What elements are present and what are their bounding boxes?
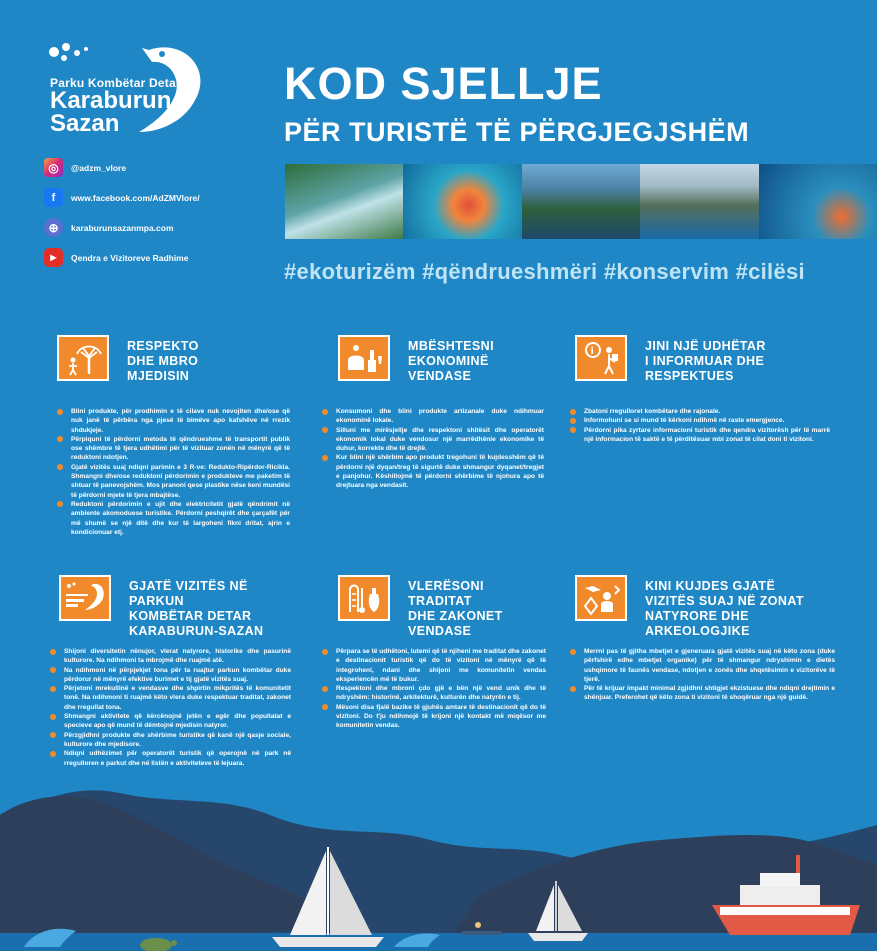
- section-title-line: DHE MBRO: [127, 354, 199, 368]
- list-item: Përzgjidhni produkte dhe shërbime turistike që kanë një qasje sociale, kulturore dhe mjedisore.: [50, 731, 291, 750]
- section-title-line: KARABURUN-SAZAN: [129, 624, 264, 638]
- section-title-line: VIZITËS SUAJ NË ZONAT: [645, 594, 804, 608]
- section-list: [570, 647, 835, 703]
- bay-photo: [522, 164, 640, 239]
- section-title-line: KOMBËTAR DETAR: [129, 609, 252, 623]
- section-title-line: MJEDISIN: [127, 369, 190, 383]
- page-subtitle: PËR TURISTË TË PËRGJEGJSHËM: [284, 117, 750, 147]
- list-item: Përdorni pika zyrtare informacioni turistik dhe qendra vizitorësh për të marrë një informacion të saktë e të përditësuar mbi zonat të cilat doni ti vizitoni.: [570, 426, 830, 445]
- park-logo: [44, 40, 214, 140]
- tree-person-icon: [57, 335, 109, 381]
- section-title-line: RESPEKTO: [127, 339, 199, 353]
- section-park-visit: [50, 575, 291, 768]
- list-item: Mësoni disa fjalë bazike të gjuhës amtare të destinacionit që do të vizitoni. Do t'ju ndihmojë të krijoni një kontakt më miqësor me komunitetin vendas.: [322, 703, 546, 731]
- svg-text:i: i: [590, 346, 594, 357]
- section-title-line: NATYRORE DHE ARKEOLOGJIKE: [645, 609, 750, 638]
- section-support-economy: [322, 335, 544, 491]
- coast-photo: [285, 164, 403, 239]
- section-title-line: GJATË VIZITËS NË PARKUN: [129, 579, 248, 608]
- list-item: Gjatë vizitës suaj ndiqni parimin e 3 R-ve: Redukto-Ripërdor-Ricikla. Shmangni dhe/ose reduktoni përdorimin e produkteve me paketim të shtuar të panevojshëm. Mos pranoni qese plastike nëse keni mundësi të përdorni mjete të tjera mbajtëse.: [57, 463, 290, 500]
- logo-line1: Parku Kombëtar Detar: [50, 76, 181, 90]
- section-title-line: MBËSHTESNI: [408, 339, 494, 353]
- section-list: [57, 407, 290, 537]
- cliff-photo: [640, 164, 758, 239]
- traditions-icon: [338, 575, 390, 621]
- globe-icon: ⊕: [44, 218, 63, 237]
- section-respect-environment: [57, 335, 290, 537]
- section-list: [322, 647, 546, 731]
- list-item: Merrni pas të gjitha mbetjet e gjeneruara gjatë vizitës suaj në këto zona (duke përfshirë edhe mbetjet organike) për të shmangur ndryshimin e dietës ushqimore të faunës vendase, ndotjen e zonës dhe shqetësimin e vizitorëve të tjerë.: [570, 647, 835, 684]
- local-products-icon: [338, 335, 390, 381]
- section-list: [50, 647, 291, 768]
- list-item: Kur blini një shërbim apo produkt tregohuni të kujdesshëm që të përdorni një dyqan/treg të sigurtë duke shmangur dyqanet/tregjet e panjohur. Këshillojmë të përdorni shërbime të njohura apo të drejtuara nga vendasit.: [322, 453, 544, 490]
- coastal-scene-illustration: [0, 785, 877, 951]
- list-item: Ndiqni udhëzimet për operatorët turistik që operojnë në park në rregulloren e parkut dhe në listën e aktiviteteve të lejuara.: [50, 749, 291, 768]
- list-item: Konsumoni dhe blini produkte artizanale duke ndihmuar ekonominë lokale.: [322, 407, 544, 426]
- list-item: Për të krijuar impakt minimal zgjidhni shtigjet ekzistuese dhe ndiqni drejtimin e shënjuar. Preferohet që këto zona ti vizitoni të shoqëruar nga një guidë.: [570, 684, 835, 703]
- logo-line3: Sazan: [50, 110, 120, 137]
- section-traditions: [322, 575, 546, 731]
- list-item: Përpiquni të përdorni metoda të qëndrueshme të transportit publik ose shëmbre të tjera udhëtimi për të vizituar zonën në mënyrë që të reduktoni ndotjen.: [57, 435, 290, 463]
- section-title-line: RESPEKTUES: [645, 369, 734, 383]
- contact-text: @adzm_vlore: [71, 162, 127, 173]
- contact-facebook[interactable]: [44, 188, 200, 207]
- section-title-line: VENDASE: [408, 624, 472, 638]
- contact-text: Qendra e Vizitoreve Radhime: [71, 252, 189, 263]
- section-title-line: VENDASE: [408, 369, 472, 383]
- list-item: Na ndihmoni në përpjekjet tona për ta ruajtur parkun kombëtar duke përdorur në mënyrë efektive burimet e tij gjatë vizitës suaj.: [50, 666, 291, 685]
- coral-photo: [403, 164, 521, 239]
- list-item: Silluni me mirësjellje dhe respektoni shitësit dhe operatorët ekonomik lokal duke vendosur një marrëdhënie ekonomike të duhur, korrekte dhe të drejtë.: [322, 426, 544, 454]
- contact-website[interactable]: [44, 218, 200, 237]
- contact-instagram[interactable]: [44, 158, 200, 177]
- section-title-line: I INFORMUAR DHE: [645, 354, 765, 368]
- section-natural-archaeological: [570, 575, 835, 703]
- list-item: Informohuni se si mund të kërkoni ndihmë në raste emergjence.: [570, 416, 830, 425]
- list-item: Përpara se të udhëtoni, lutemi që të njiheni me traditat dhe zakonet e destinacionit turistik që do të vizitoni në mënyrë që të integroheni, ndani dhe shijoni me komunitetin vendas eksperiencën më të bukur.: [322, 647, 546, 684]
- contacts-list: [44, 158, 200, 278]
- list-item: Përjetoni mrekullinë e vendasve dhe shpirtin mikpritës të komunitetit tonë. Na ndihmoni ti ruajmë këto vlera duke respektuar traditat, zakonet dhe rregullat tona.: [50, 684, 291, 712]
- list-item: Shijoni diversitetin nënujor, vlerat natyrore, historike dhe pasurinë kulturore. Na ndihmoni ta mbrojmë dhe ruajmë atë.: [50, 647, 291, 666]
- page-title: KOD SJELLJE: [284, 58, 603, 109]
- list-item: Blini produkte, për prodhimin e të cilave nuk nevojiten dhe/ose që nuk janë të përbëra nga pjesë të bimëve apo kafshëve në rrezik shdukjeje.: [57, 407, 290, 435]
- facebook-icon: f: [44, 188, 63, 207]
- list-item: Zbatoni rregulloret kombëtare dhe rajonale.: [570, 407, 830, 416]
- list-item: Reduktoni përdorimin e ujit dhe elektricitetit gjatë qëndrimit në ambiente akomoduese turistike. Përdorni peshqirët dhe çarçafët për më shumë se një ditë dhe kur të largoheni fikni dritat, ajrin e kondicionuar etj.: [57, 500, 290, 537]
- contact-text: www.facebook.com/AdZMVlore/: [71, 192, 200, 203]
- contact-youtube[interactable]: [44, 248, 200, 267]
- underwater-photo: [759, 164, 877, 239]
- section-title-line: DHE ZAKONET: [408, 609, 503, 623]
- section-title-line: VLERËSONI TRADITAT: [408, 579, 484, 608]
- hashtags: #ekoturizëm #qëndrueshmëri #konservim #cilësi: [284, 259, 805, 284]
- section-title-line: JINI NJË UDHËTAR: [645, 339, 766, 353]
- section-title-line: KINI KUJDES GJATË: [645, 579, 776, 593]
- section-informed-traveler: [570, 335, 830, 444]
- logo-line2: Karaburun: [50, 87, 172, 114]
- instagram-icon: ◎: [44, 158, 63, 177]
- list-item: Respektoni dhe mbroni çdo gjë e bën një vend unik dhe të ndryshëm: historinë, arkitekturë, kulturën dhe natyrën e tij.: [322, 684, 546, 703]
- photo-strip: [285, 164, 877, 239]
- contact-text: karaburunsazanmpa.com: [71, 222, 174, 233]
- youtube-icon: ▶: [44, 248, 63, 267]
- section-title-line: EKONOMINË: [408, 354, 489, 368]
- section-list: [322, 407, 544, 491]
- section-list: [570, 407, 830, 444]
- park-logo-icon: [59, 575, 111, 621]
- information-icon: [575, 335, 627, 381]
- list-item: Shmangni aktivitete që kërcënojnë jetën e egër dhe popullatat e specieve apo që mund të dëmtojnë mjedisin natyror.: [50, 712, 291, 731]
- nature-archaeology-icon: [575, 575, 627, 621]
